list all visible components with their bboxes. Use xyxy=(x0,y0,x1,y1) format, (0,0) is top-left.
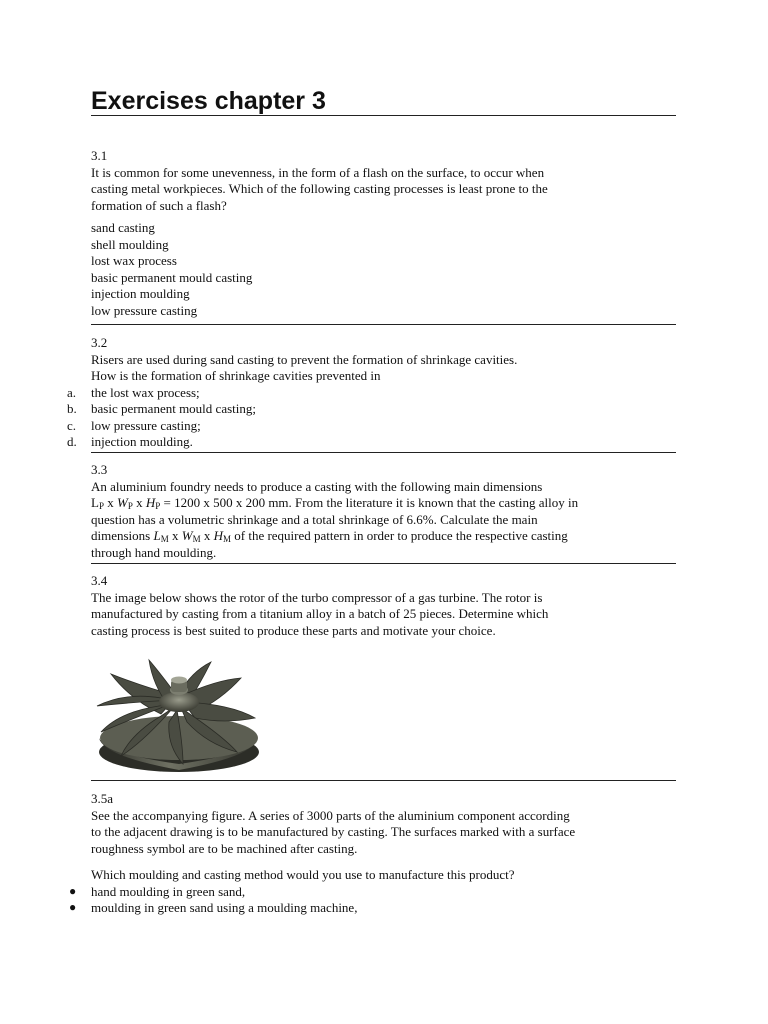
symbol-l: L xyxy=(153,528,161,543)
list-item xyxy=(67,401,676,418)
option-item: injection moulding xyxy=(91,286,190,301)
list-text: injection moulding. xyxy=(91,434,193,449)
list-label: b. xyxy=(67,401,77,416)
text-line: to the adjacent drawing is to be manufactured by casting. The surfaces marked with a surface xyxy=(91,824,576,839)
list-text: hand moulding in green sand, xyxy=(91,883,246,899)
text-fragment: dimensions xyxy=(91,528,154,543)
list-item xyxy=(69,900,676,917)
exercise-text xyxy=(91,165,676,215)
times-sign: x xyxy=(200,528,214,543)
symbol-h: H xyxy=(213,528,223,543)
exercise-number: 3.4 xyxy=(91,573,108,588)
exercise-number: 3.5a xyxy=(91,791,114,806)
exercise-3-2 xyxy=(67,335,676,451)
text-line: It is common for some unevenness, in the form of a flash on the surface, to occur when xyxy=(91,164,545,180)
lettered-list xyxy=(67,384,676,451)
times-sign: x xyxy=(132,495,146,510)
list-text: the lost wax process; xyxy=(91,384,200,400)
section-divider xyxy=(91,324,676,325)
subscript-m: M xyxy=(222,534,231,544)
option-item: low pressure casting xyxy=(91,302,198,318)
text-line: casting process is best suited to produce these parts and motivate your choice. xyxy=(91,622,496,638)
option-item: sand casting xyxy=(91,220,155,235)
bullet-list xyxy=(69,883,676,917)
text-line: The image below shows the rotor of the turbo compressor of a gas turbine. The rotor is xyxy=(91,589,543,605)
text-fragment: of the required pattern in order to produce the respective casting xyxy=(231,528,568,543)
list-label: c. xyxy=(67,417,77,433)
title-underline xyxy=(91,115,676,116)
text-line xyxy=(91,528,676,545)
list-text: basic permanent mould casting; xyxy=(91,401,256,416)
turbo-compressor-rotor-image xyxy=(91,656,259,776)
list-item xyxy=(67,417,676,435)
subscript-p: P xyxy=(155,501,161,511)
exercise-number: 3.2 xyxy=(91,335,108,350)
exercise-number: 3.1 xyxy=(91,148,108,163)
answer-options xyxy=(91,220,676,319)
text-line: through hand moulding. xyxy=(91,544,217,560)
text-line: An aluminium foundry needs to produce a casting with the following main dimensions xyxy=(91,478,543,494)
exercise-text xyxy=(91,479,676,562)
list-text: low pressure casting; xyxy=(91,417,201,433)
text-line xyxy=(91,495,676,512)
list-item xyxy=(67,384,676,402)
exercise-text xyxy=(91,808,676,858)
bullet-icon: ● xyxy=(69,900,77,914)
subscript-p: P xyxy=(127,501,133,511)
symbol-l: L xyxy=(91,495,99,510)
text-line: How is the formation of shrinkage cavities prevented in xyxy=(91,368,381,383)
list-text: moulding in green sand using a moulding machine, xyxy=(91,900,358,915)
exercise-3-4 xyxy=(91,573,676,639)
page-title: Exercises chapter 3 xyxy=(91,87,326,115)
option-item: shell moulding xyxy=(91,236,169,252)
times-sign: x xyxy=(103,495,117,510)
symbol-w: W xyxy=(181,528,193,543)
text-line: Risers are used during sand casting to prevent the formation of shrinkage cavities. xyxy=(91,351,518,367)
text-line: casting metal workpieces. Which of the following casting processes is least prone to the xyxy=(91,181,548,196)
exercise-3-3 xyxy=(91,462,676,561)
bullet-icon: ● xyxy=(69,883,77,898)
section-divider xyxy=(91,780,676,781)
symbol-h: H xyxy=(145,495,156,510)
text-line: question has a volumetric shrinkage and a total shrinkage of 6.6%. Calculate the main xyxy=(91,511,538,527)
list-item xyxy=(67,434,676,451)
section-divider xyxy=(91,563,676,564)
option-item: lost wax process xyxy=(91,253,177,268)
section-divider xyxy=(91,452,676,453)
subscript-m: M xyxy=(160,534,169,544)
symbol-w: W xyxy=(116,495,128,510)
text-line: manufactured by casting from a titanium alloy in a batch of 25 pieces. Determine which xyxy=(91,606,549,621)
list-label: a. xyxy=(67,384,77,400)
times-sign: x xyxy=(168,528,182,543)
exercise-text xyxy=(91,590,676,640)
text-line: Which moulding and casting method would you use to manufacture this product? xyxy=(91,867,515,882)
option-item: basic permanent mould casting xyxy=(91,269,253,285)
subscript-m: M xyxy=(192,534,201,544)
text-fragment: = 1200 x 500 x 200 mm. From the literature it is known that the casting alloy in xyxy=(160,495,579,510)
list-label: d. xyxy=(67,434,77,449)
list-item xyxy=(69,883,676,901)
subscript-p: P xyxy=(98,501,104,511)
text-line: See the accompanying figure. A series of 3000 parts of the aluminium component according xyxy=(91,807,570,823)
exercise-3-1 xyxy=(91,148,676,319)
text-line: roughness symbol are to be machined after casting. xyxy=(91,840,358,856)
exercise-number: 3.3 xyxy=(91,462,108,477)
question-text xyxy=(91,867,676,884)
exercise-3-5a xyxy=(69,791,676,917)
text-line: formation of such a flash? xyxy=(91,197,227,213)
exercise-text xyxy=(91,352,676,385)
